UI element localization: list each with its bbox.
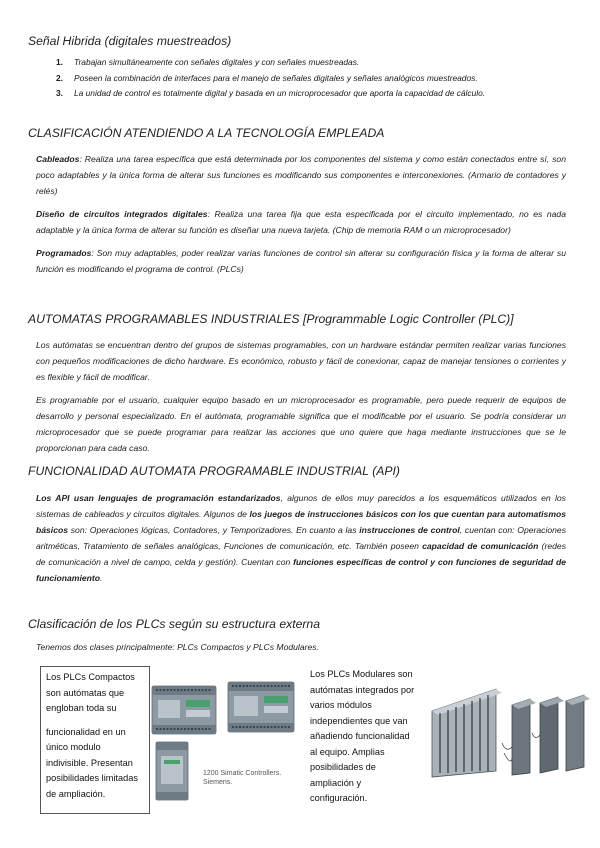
modular-line: ampliación y	[310, 777, 362, 788]
api-paragraph	[36, 490, 566, 586]
modular-line: Los PLCs Modulares son	[310, 669, 413, 679]
caption-line: 1200 Simatic Controllers.	[203, 770, 282, 777]
compact-line: de ampliación.	[46, 788, 106, 799]
api-text-3: , cuentan con: Operaciones aritméticas, Tratamiento de señales analógicas, Funciones de comunicación, etc. También poseen	[36, 525, 566, 551]
plc-paragraph-1: Los autómatas se encuentran dentro del grupos de sistemas programables, con un hardware estándar permiten realizar varias funciones con pequeños modificaciones de dicho hardware. Es económico, robusto y fácil de conexionar, capaz de manejar tensiones o corrientes y es flexible y fácil de modificar.	[36, 340, 566, 382]
compact-line: engloban toda su	[46, 703, 117, 713]
compact-plc-unit-1	[152, 686, 216, 734]
list-number: 2.	[56, 72, 63, 83]
compact-plc-unit-2	[228, 682, 294, 732]
list-number: 1.	[56, 57, 63, 67]
api-text-5: .	[99, 573, 103, 583]
api-bold-2: los juegos de instrucciones básicos con los que cuentan para automatismos básicos	[36, 509, 566, 535]
compact-plc-module	[156, 742, 188, 800]
compact-line: posibilidades limitadas	[46, 773, 138, 783]
plc-paragraph-2: Es programable por el usuario, cualquier equipo basado en un microprocesador es programable, pero puede requerir de equipos de desarrollo y personal especializado. En el autómata, programable significa que el modificable por el usuario. Se podría considerar un microprocesador que se puede programar para realizar las acciones que uno quiere que haga mediante instrucciones que se le proporcionan para cada caso.	[36, 395, 566, 453]
api-text-4: (redes de comunicación a nivel de campo, celda y gestión). Cuentan con	[36, 541, 566, 567]
classification-title: CLASIFICACIÓN ATENDIENDO A LA TECNOLOGÍA EMPLEADA	[28, 126, 385, 140]
hybrid-title: Señal Hibrida (digitales muestreados)	[28, 34, 232, 48]
modular-description	[310, 667, 430, 807]
ic-text: : Realiza una tarea fija que esta especificada por el circuito implementado, no es nada adaptable y la única forma de alterar su función es diseñar una nueva tarjeta. (Chip de memoria RAM o un microprocesador)	[36, 209, 566, 235]
modular-plc-modules	[512, 695, 590, 775]
compact-line: funcionalidad en un	[46, 726, 126, 737]
list-text: La unidad de control es totalmente digital y basada en un microprocesador que aporta la capacidad de cálculo.	[74, 88, 486, 98]
api-bold-3: instrucciones de control	[359, 525, 460, 535]
api-text-1: , algunos de ellos muy parecidos a los esquemáticos utilizados en los sistemas de cableados y circuitos digitales. Algunos de	[36, 493, 566, 519]
ic-paragraph	[36, 206, 566, 238]
compact-line: Los PLCs Compactos	[46, 672, 135, 682]
modular-line: posibilidades de	[310, 762, 376, 772]
list-item	[50, 86, 590, 102]
image-caption	[203, 769, 281, 787]
compact-line: indivisible. Presentan	[46, 757, 133, 768]
plc-title: AUTOMATAS PROGRAMABLES INDUSTRIALES [Programmable Logic Controller (PLC)]	[28, 312, 514, 326]
modular-plc-image	[428, 683, 592, 779]
wired-term: Cableados	[36, 154, 80, 164]
modular-line: varios módulos	[310, 700, 372, 710]
programmed-term: Programados	[36, 248, 92, 258]
compact-line: único modulo	[46, 742, 101, 752]
hybrid-list	[50, 55, 590, 102]
list-item	[50, 55, 590, 71]
caption-line: Siemens.	[203, 779, 233, 786]
modular-line: configuración.	[310, 793, 368, 803]
compact-description	[46, 670, 146, 802]
list-number: 3.	[56, 88, 63, 98]
programmed-text: : Son muy adaptables, poder realizar varias funciones de control sin alterar su configuración física y la forma de alterar su función es modificando el programa de control. (PLCs)	[36, 248, 566, 274]
api-bold-1: Los API usan lenguajes de programación estandarizados	[36, 493, 281, 503]
modular-line: independientes que van	[310, 715, 408, 726]
compact-line: son autómatas que	[46, 687, 125, 698]
list-item	[50, 71, 590, 87]
list-text: Poseen la combinación de interfaces para el manejo de señales digitales y señales analógicos muestreados.	[74, 72, 478, 83]
ic-term: Diseño de circuitos integrados digitales	[36, 209, 208, 219]
programmed-paragraph	[36, 245, 566, 277]
structure-intro: Tenemos dos clases principalmente: PLCs Compactos y PLCs Modulares.	[36, 642, 319, 652]
api-bold-4: capacidad de comunicación	[422, 541, 539, 551]
list-text: Trabajan simultáneamente con señales digitales y con señales muestreadas.	[74, 57, 360, 67]
modular-line: autómatas integrados por	[310, 684, 415, 695]
modular-line: añadiendo funcionalidad	[310, 731, 410, 741]
api-title: FUNCIONALIDAD AUTOMATA PROGRAMABLE INDUSTRIAL (API)	[28, 464, 400, 478]
api-text-2: son: Operaciones lógicas, Contadores, y Temporizadores. En cuanto a las	[68, 525, 360, 535]
api-bold-5: funciones específicas de control y con funciones de seguridad de funcionamiento	[36, 557, 566, 583]
structure-title: Clasificación de los PLCs según su estructura externa	[28, 617, 320, 631]
modular-line: al equipo. Amplias	[310, 746, 385, 757]
wired-text: : Realiza una tarea específica que está determinada por los componentes del sistema y como están conectados entre sí, son poco adaptables y la única forma de alterar sus funciones es modificando sus componentes e interconexiones. (Armario de contadores y relés)	[36, 154, 566, 196]
wired-paragraph	[36, 151, 566, 199]
